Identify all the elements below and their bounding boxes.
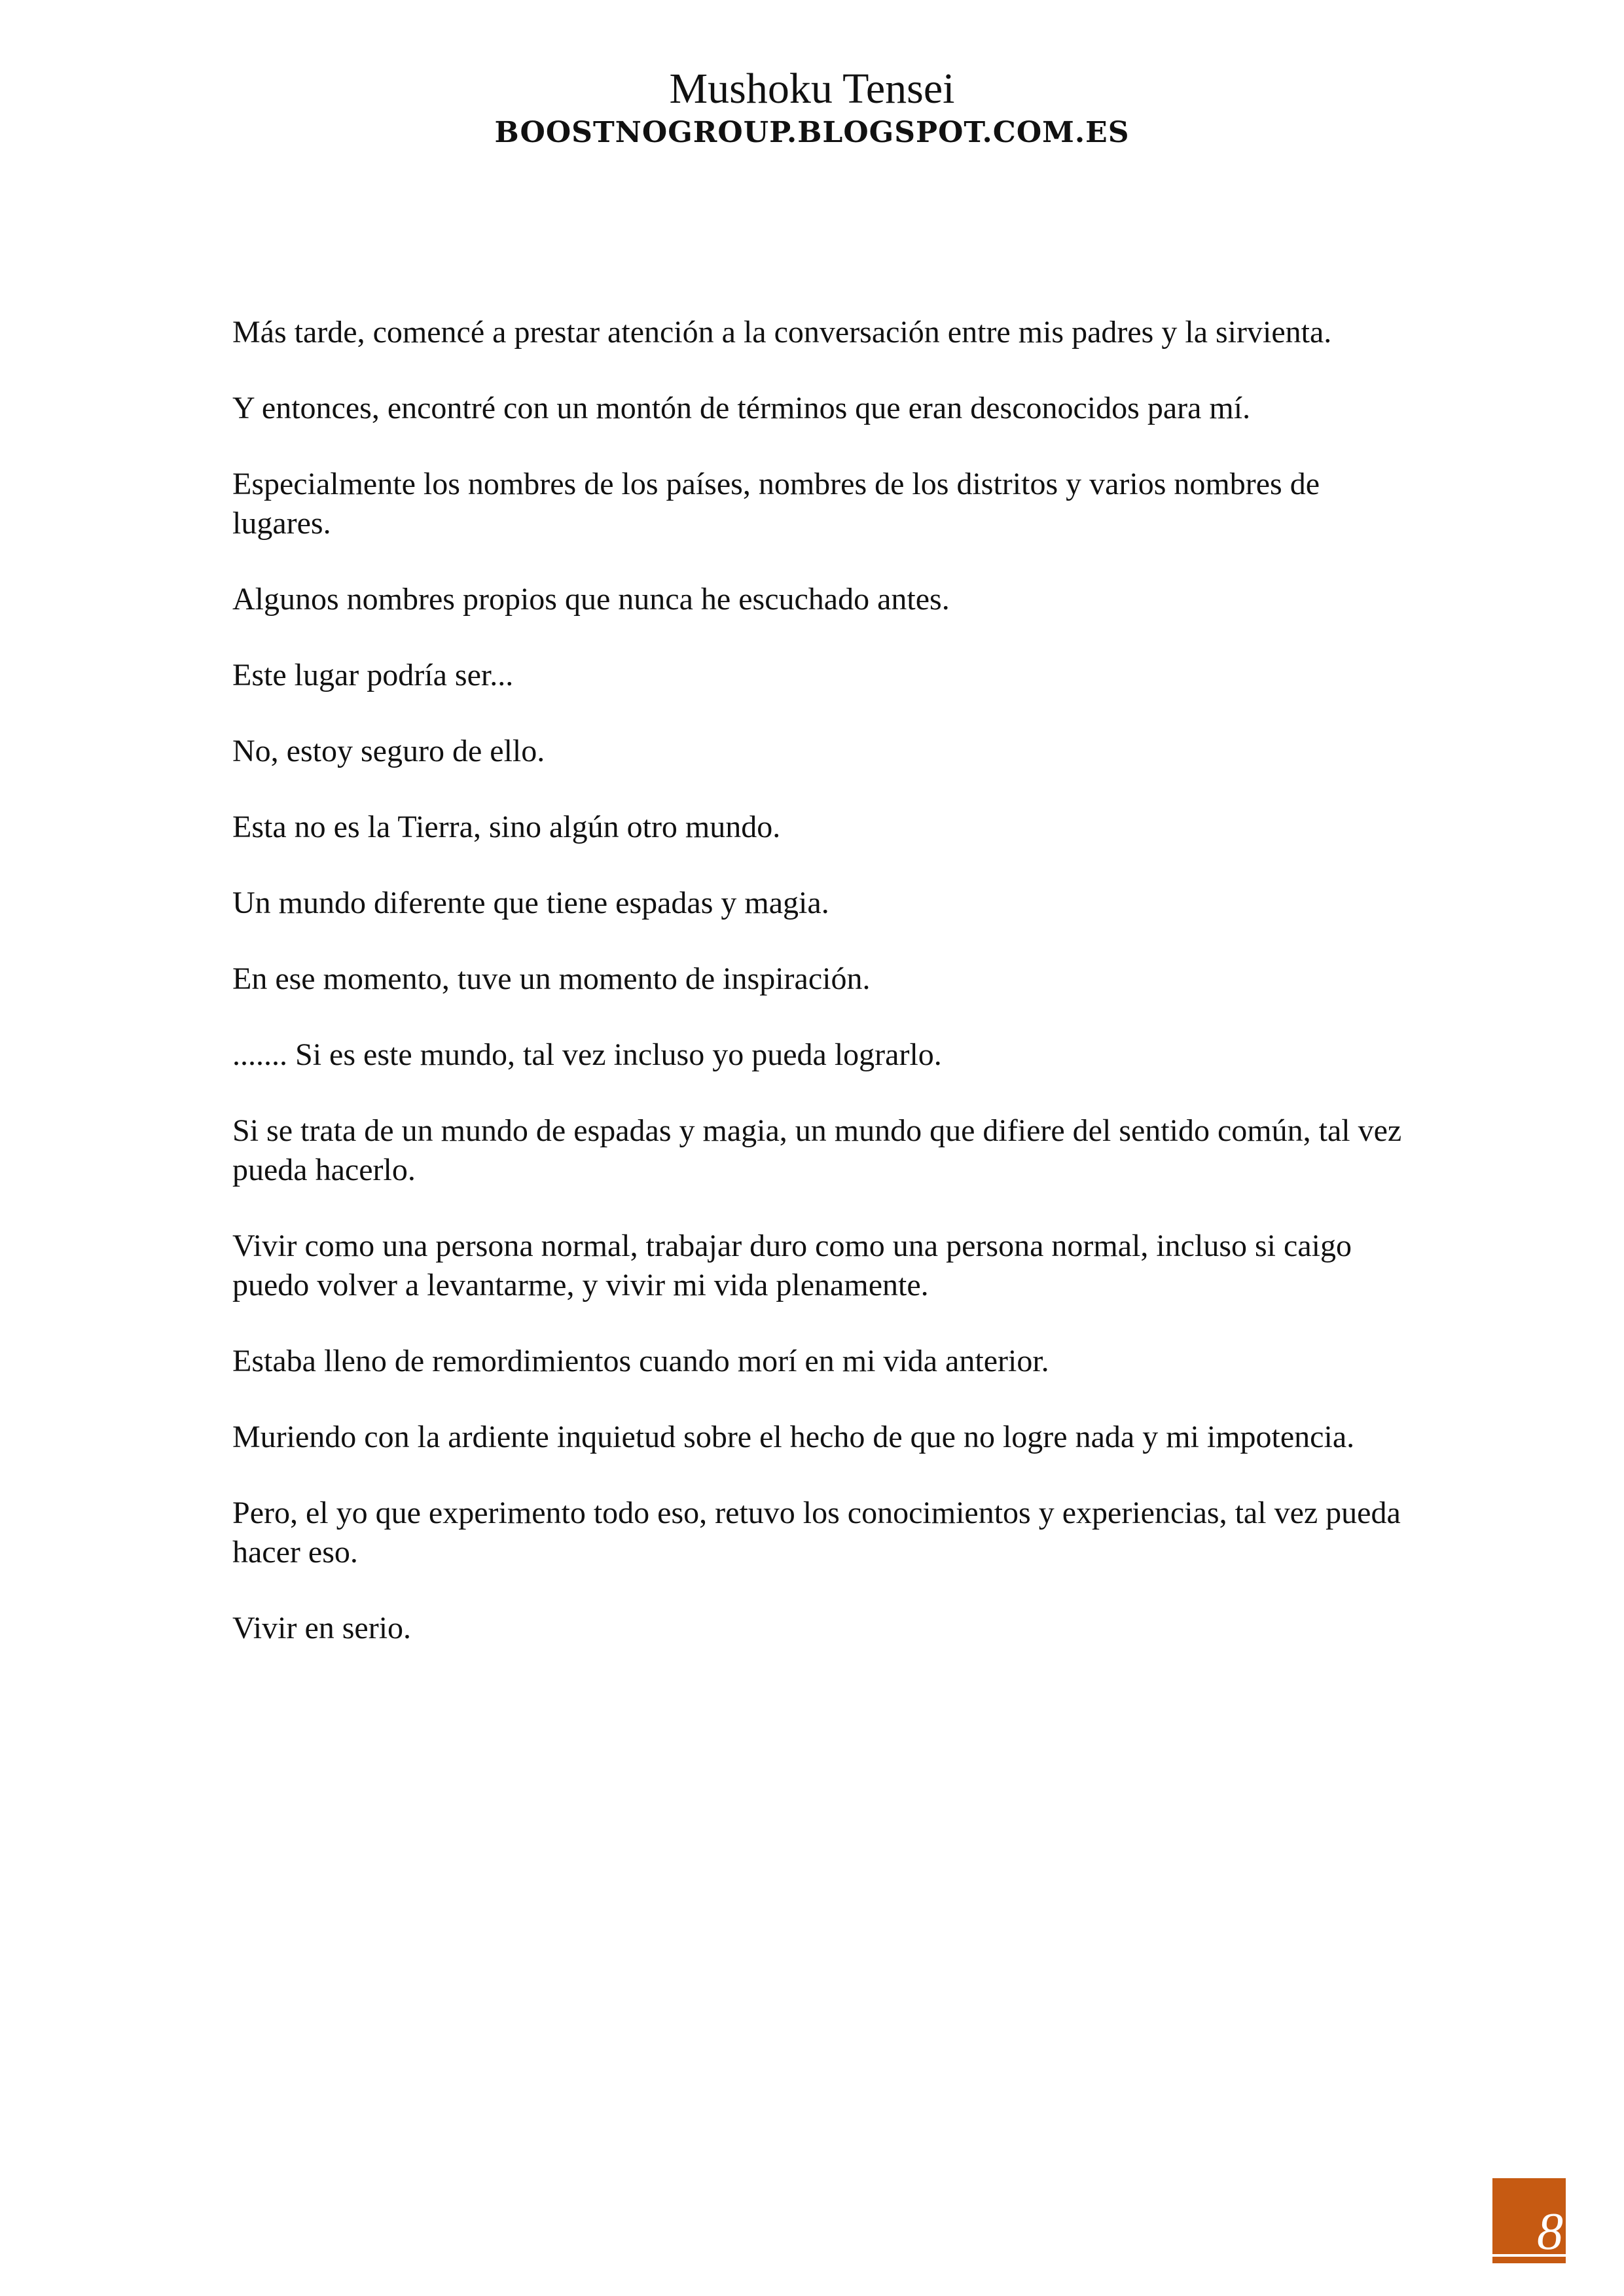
paragraph: Vivir en serio. — [232, 1611, 412, 1645]
document-title: Mushoku Tensei — [669, 65, 955, 113]
paragraph: Pero, el yo que experimento todo eso, retuvo los conocimientos y experiencias, tal vez pueda hacer eso. — [232, 1496, 1401, 1570]
paragraph: Y entonces, encontré con un montón de términos que eran desconocidos para mí. — [232, 391, 1251, 425]
paragraph: Vivir como una persona normal, trabajar duro como una persona normal, incluso si caigo puedo volver a levantarme, y vivir mi vida plenamente. — [232, 1229, 1352, 1302]
page-number: 8 — [1537, 2203, 1563, 2261]
paragraph: Esta no es la Tierra, sino algún otro mundo. — [232, 810, 781, 844]
paragraph: Más tarde, comencé a prestar atención a la conversación entre mis padres y la sirvienta. — [232, 315, 1332, 350]
page-number-badge — [1492, 2178, 1566, 2263]
paragraph: Muriendo con la ardiente inquietud sobre el hecho de que no logre nada y mi impotencia. — [232, 1420, 1355, 1454]
blog-url: BOOSTNOGROUP.BLOGSPOT.COM.ES — [494, 116, 1130, 149]
paragraph: Si se trata de un mundo de espadas y magia, un mundo que difiere del sentido común, tal vez pueda hacerlo. — [232, 1113, 1402, 1187]
paragraph: Este lugar podría ser... — [232, 658, 514, 692]
page-header — [0, 63, 1624, 151]
paragraph: En ese momento, tuve un momento de inspiración. — [232, 961, 871, 996]
paragraph: Algunos nombres propios que nunca he escuchado antes. — [232, 582, 950, 617]
paragraph: No, estoy seguro de ello. — [232, 734, 545, 768]
paragraph: ....... Si es este mundo, tal vez incluso yo pueda lograrlo. — [232, 1037, 942, 1072]
paragraph: Un mundo diferente que tiene espadas y magia. — [232, 886, 829, 920]
body-text — [232, 313, 1404, 1685]
paragraph: Estaba lleno de remordimientos cuando morí en mi vida anterior. — [232, 1344, 1049, 1378]
paragraph: Especialmente los nombres de los países, nombres de los distritos y varios nombres de lugares. — [232, 467, 1320, 541]
